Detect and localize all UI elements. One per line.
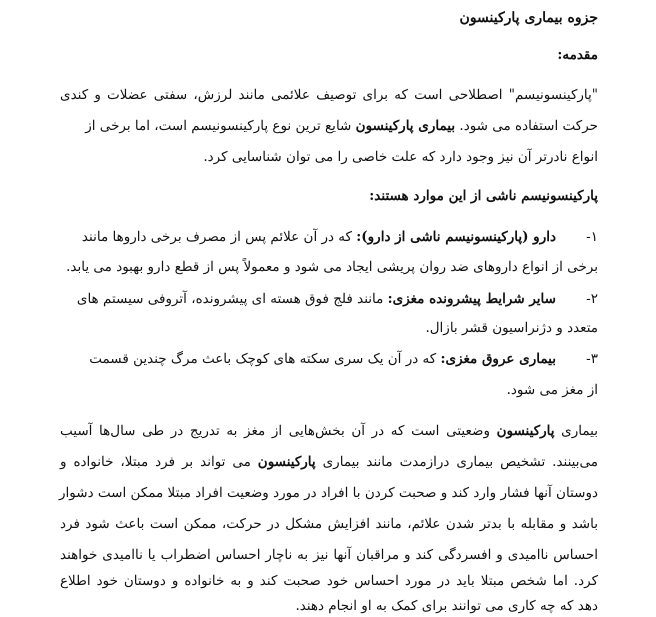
body-line-1 bbox=[60, 422, 598, 440]
body-line-4: باشد و مقابله با بدتر شدن علائم، مانند افزایش مشکل در حرکت، ممکن است باعث شود فرد bbox=[60, 516, 598, 532]
body-line-1-text-c: وضعیتی است که در آن بخش‌هایی از مغز به تدریج در طی سال‌ها آسیب bbox=[60, 423, 497, 439]
list-item-2-line-2: متعدد و دژنراسیون قشر بازال. bbox=[425, 320, 598, 336]
list-item-2-text: مانند فلج فوق هسته ای پیشرونده، آتروفی سیستم های bbox=[76, 291, 388, 307]
body-line-2-text-c: می تواند بر فرد مبتلا، خانواده و bbox=[60, 454, 258, 470]
body-line-5: احساس ناامیدی و افسردگی کند و مراقبان آنها نیز به ناچار احساس اضطراب یا ناامیدی خواهند bbox=[60, 547, 598, 563]
causes-heading: پارکینسونیسم ناشی از این موارد هستند: bbox=[369, 188, 598, 204]
intro-line-2-text-c: شایع ترین نوع پارکینسونیسم است، اما برخی از bbox=[85, 118, 356, 134]
list-item-2-title: سایر شرایط پیشرونده مغزی: bbox=[387, 291, 556, 307]
body-line-2 bbox=[60, 453, 598, 471]
list-item-3-line-2: از مغز می شود. bbox=[506, 382, 598, 398]
list-item-3-text: که در آن یک سری سکته های کوچک باعث مرگ چندین قسمت bbox=[89, 351, 441, 367]
document-title: جزوه بیماری پارکینسون bbox=[459, 10, 598, 26]
body-line-6: کرد. اما شخص مبتلا باید در مورد احساس خود صحبت کند و به خانواده و دوستان خود اطلاع bbox=[60, 573, 598, 589]
body-line-7: دهد که چه کاری می توانند برای کمک به او انجام دهند. bbox=[295, 598, 598, 614]
list-item-1-line-1 bbox=[60, 228, 598, 246]
list-item-3-line-1 bbox=[60, 350, 598, 368]
intro-heading: مقدمه: bbox=[557, 47, 598, 63]
body-line-2-text-a: می‌بینند. تشخیص بیماری درازمدت مانند بیماری bbox=[315, 454, 598, 470]
list-item-1-text: که در آن علائم پس از مصرف برخی داروها مانند bbox=[81, 229, 357, 245]
list-item-1-line-2: برخی از انواع داروهای ضد روان پریشی ایجاد می شود و معمولاً پس از قطع دارو بهبود می یابد. bbox=[66, 259, 598, 275]
list-item-2-number: ۲- bbox=[586, 291, 598, 307]
body-bold-term-2: پارکینسون bbox=[257, 454, 316, 470]
body-bold-term-1: پارکینسون bbox=[496, 423, 555, 439]
intro-line-2 bbox=[60, 117, 598, 135]
list-item-2-line-1 bbox=[60, 290, 598, 308]
intro-line-3: انواع نادرتر آن نیز وجود دارد که علت خاصی را می توان شناسایی کرد. bbox=[203, 149, 598, 165]
intro-bold-term: بیماری پارکینسون bbox=[355, 118, 456, 134]
intro-line-1: "پارکینسونیسم" اصطلاحی است که برای توصیف علائمی مانند لرزش، سفتی عضلات و کندی bbox=[60, 87, 598, 103]
intro-line-2-text-a: حرکت استفاده می شود. bbox=[455, 118, 598, 134]
list-item-3-title: بیماری عروق مغزی: bbox=[440, 351, 556, 367]
list-item-1-title: دارو (پارکینسونیسم ناشی از دارو): bbox=[356, 229, 556, 245]
body-line-3: دوستان آنها فشار وارد کند و صحبت کردن با افراد در مورد وضعیت افراد مبتلا ممکن است دشوار bbox=[59, 485, 598, 501]
list-item-1-number: ۱- bbox=[586, 229, 598, 245]
body-line-1-text-a: بیماری bbox=[554, 423, 598, 439]
list-item-3-number: ۳- bbox=[586, 351, 598, 367]
